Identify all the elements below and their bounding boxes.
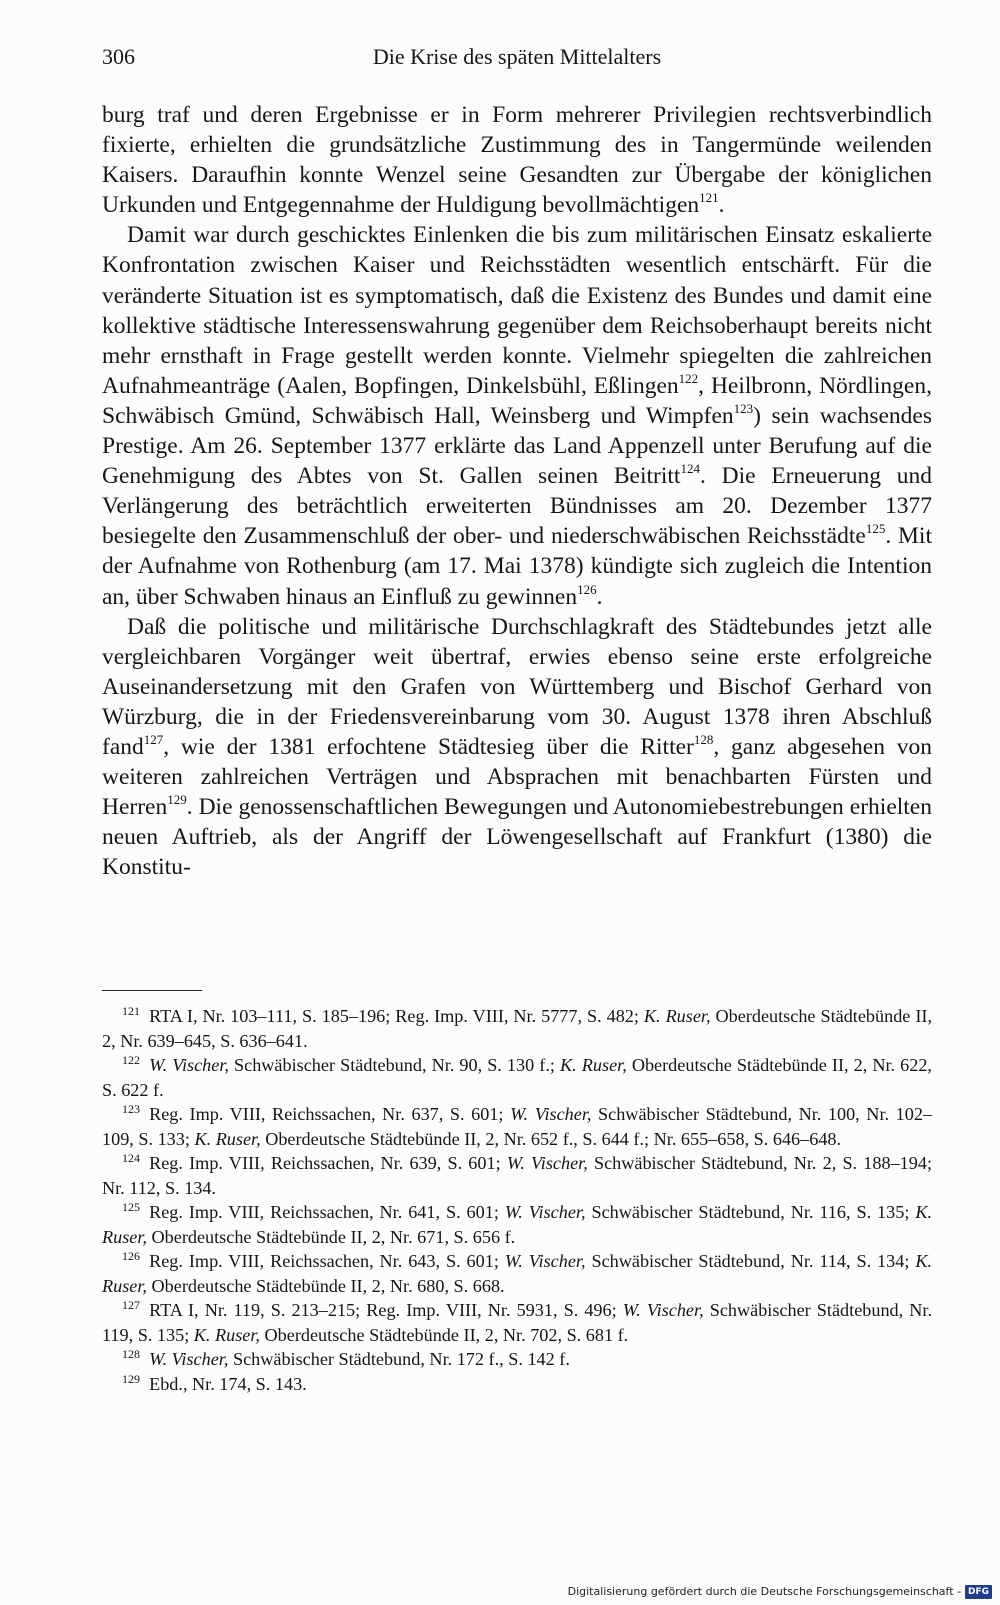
text-run: .	[718, 192, 725, 219]
footnote-divider	[102, 990, 202, 991]
dfg-logo: DFG	[965, 1585, 992, 1599]
footnote-ref[interactable]: 126	[577, 581, 597, 597]
footnote-number: 123	[122, 1101, 140, 1116]
text-run: . Die Erneuerung und Verlängerung des beträchtlich erweiterten Bündnisses am 20. Dezember 1377 besiegelte den Zusammenschluß der ober- und niederschwäbischen Reichsstädte	[102, 463, 932, 550]
text-run: , wie der 1381 erfochtene Städtesieg über die Ritter	[163, 733, 694, 760]
footnote-author: K. Ruser,	[102, 1202, 932, 1247]
footnote-author: K. Ruser,	[194, 1128, 261, 1149]
footnote	[102, 1372, 932, 1397]
footnote-text: Schwäbischer Städtebund, Nr. 2, S. 188–194; Nr. 112, S. 134.	[102, 1153, 932, 1198]
footnote-author: W. Vischer,	[504, 1202, 586, 1222]
footnote-ref[interactable]: 121	[699, 190, 719, 206]
footnote	[102, 1347, 932, 1372]
footnote-author: W. Vischer,	[504, 1251, 586, 1271]
footnote-author: K. Ruser,	[643, 1006, 711, 1026]
text-run: . Die genossenschaftlichen Bewegungen und Autonomiebestrebungen erhielten neuen Auftrieb, als der Angriff der Löwengesellschaft auf Frankfurt (1380) die Konstitu-	[102, 794, 932, 881]
text-run: , Heilbronn, Nördlingen, Schwäbisch Gmünd, Schwäbisch Hall, Weinsberg und Wimpfen	[102, 372, 932, 429]
footnote-number: 128	[122, 1346, 140, 1361]
footnote-number: 124	[122, 1150, 140, 1165]
footnote-text: RTA I, Nr. 103–111, S. 185–196; Reg. Imp. VIII, Nr. 5777, S. 482;	[149, 1006, 644, 1026]
footnote-number: 122	[122, 1052, 140, 1067]
footnote-ref[interactable]: 129	[167, 792, 187, 808]
footnote-text: Oberdeutsche Städtebünde II, 2, Nr. 680, S. 668.	[146, 1275, 505, 1296]
footnote-text: Schwäbischer Städtebund, Nr. 90, S. 130 f.;	[228, 1055, 561, 1075]
footnote-ref[interactable]: 123	[733, 401, 754, 417]
footnote-number: 129	[122, 1371, 140, 1386]
footnote-number: 125	[122, 1199, 140, 1214]
text-run: , ganz abgesehen von weiteren zahlreichen Verträgen und Absprachen mit benachbarten Fürsten und Herren	[102, 733, 932, 821]
footnote-author: W. Vischer,	[510, 1104, 592, 1124]
running-title: Die Krise des späten Mittelalters	[372, 44, 662, 69]
footnote-author: K. Ruser,	[193, 1324, 260, 1345]
text-run: .	[596, 583, 603, 610]
footnote-text: Oberdeutsche Städtebünde II, 2, Nr. 702, S. 681 f.	[259, 1324, 629, 1345]
footnote-text: Schwäbischer Städtebund, Nr. 172 f., S. 142 f.	[228, 1349, 570, 1369]
footnote-author: K. Ruser,	[102, 1251, 932, 1296]
footnote-text: Schwäbischer Städtebund, Nr. 119, S. 135;	[102, 1300, 933, 1345]
page-number: 306	[102, 44, 135, 69]
footnote-text: Oberdeutsche Städtebünde II, 2, Nr. 639–645, S. 636–641.	[102, 1006, 932, 1051]
footnote	[102, 1151, 932, 1200]
footnote-number: 121	[122, 1003, 140, 1018]
footnote-text: Oberdeutsche Städtebünde II, 2, Nr. 622, S. 622 f.	[102, 1055, 932, 1100]
paragraph	[102, 612, 932, 883]
footnotes	[102, 1004, 932, 1396]
footnote	[102, 1102, 932, 1151]
footnote-text: Reg. Imp. VIII, Reichssachen, Nr. 643, S. 601;	[149, 1251, 505, 1271]
footnote-text: Reg. Imp. VIII, Reichssachen, Nr. 641, S. 601;	[149, 1202, 505, 1222]
credit-text: Digitalisierung gefördert durch die Deutsche Forschungsgemeinschaft -	[567, 1585, 961, 1598]
footnote-text: Reg. Imp. VIII, Reichssachen, Nr. 639, S. 601;	[149, 1153, 507, 1173]
page-header	[102, 40, 932, 80]
text-run: Daß die politische und militärische Durchschlagkraft des Städtebundes jetzt alle vergleichbaren Vorgänger weit übertraf, erwies ebenso seine erste erfolgreiche Auseinandersetzung mit den Grafen von Württemberg und Bischof Gerhard von Würzburg, die in der Friedensvereinbarung vom 30. August 1378 ihren Abschluß fand	[102, 613, 932, 760]
footnote-author: W. Vischer,	[622, 1300, 704, 1320]
footnote-text: Ebd., Nr. 174, S. 143.	[149, 1373, 307, 1394]
footnote-ref[interactable]: 127	[143, 732, 164, 748]
footnote-number: 127	[122, 1297, 140, 1312]
footnote-text: Schwäbischer Städtebund, Nr. 114, S. 134;	[585, 1251, 916, 1271]
text-run: . Mit der Aufnahme von Rothenburg (am 17. Mai 1378) kündigte sich zugleich die Intention an, über Schwaben hinaus an Einfluß zu gewinnen	[102, 523, 932, 610]
footnote-text: Schwäbischer Städtebund, Nr. 116, S. 135;	[585, 1202, 916, 1222]
paragraph	[102, 100, 932, 220]
footnote-author: W. Vischer,	[506, 1153, 588, 1173]
footnote	[102, 1249, 932, 1298]
footnote-ref[interactable]: 124	[680, 461, 700, 477]
footnote	[102, 1298, 932, 1347]
footnote-author: K. Ruser,	[560, 1055, 627, 1075]
text-run: burg traf und deren Ergebnisse er in Form mehrerer Privilegien rechtsverbindlich fixierte, erhielten die grundsätzliche Zustimmung des in Tangermünde weilenden Kaisers. Daraufhin konnte Wenzel seine Gesandten zur Übergabe der königlichen Urkunden und Entgegennahme der Huldigung bevollmächtigen	[102, 102, 932, 219]
footnote-author: W. Vischer,	[149, 1055, 229, 1075]
footnote-text: Schwäbischer Städtebund, Nr. 100, Nr. 102–109, S. 133;	[102, 1104, 933, 1149]
footnote-text: Oberdeutsche Städtebünde II, 2, Nr. 671, S. 656 f.	[146, 1226, 516, 1247]
footnote	[102, 1004, 932, 1053]
footnote-text: Reg. Imp. VIII, Reichssachen, Nr. 637, S. 601;	[149, 1104, 511, 1124]
text-run: Damit war durch geschicktes Einlenken die bis zum militärischen Einsatz eskalierte Konfrontation zwischen Kaiser und Reichsstädten wesentlich entschärft. Für die veränderte Situation ist es symptomatisch, daß die Existenz des Bundes und damit eine kollektive städtische Interessenswahrung gegenüber dem Reichsoberhaupt bereits nicht mehr ernsthaft in Frage gestellt werden konnte. Vielmehr spiegelten die zahlreichen Aufnahmeanträge (Aalen, Bopfingen, Dinkelsbühl, Eßlingen	[102, 222, 932, 399]
footnote-ref[interactable]: 128	[693, 732, 714, 748]
footnote-text: RTA I, Nr. 119, S. 213–215; Reg. Imp. VIII, Nr. 5931, S. 496;	[149, 1300, 623, 1320]
text-run: ) sein wachsendes Prestige. Am 26. September 1377 erklärte das Land Appenzell unter Berufung auf die Genehmigung des Abtes von St. Gallen seinen Beitritt	[102, 402, 932, 490]
digitization-credit	[568, 1583, 992, 1601]
footnote-text: Oberdeutsche Städtebünde II, 2, Nr. 652 f., S. 644 f.; Nr. 655–658, S. 646–648.	[260, 1128, 842, 1149]
footnote-number: 126	[122, 1248, 140, 1263]
footnote-author: W. Vischer,	[149, 1349, 229, 1369]
footnote	[102, 1053, 932, 1102]
paragraph	[102, 220, 932, 611]
main-text	[102, 100, 932, 882]
footnote-ref[interactable]: 125	[865, 521, 886, 537]
footnote-ref[interactable]: 122	[678, 371, 699, 387]
footnote	[102, 1200, 932, 1249]
